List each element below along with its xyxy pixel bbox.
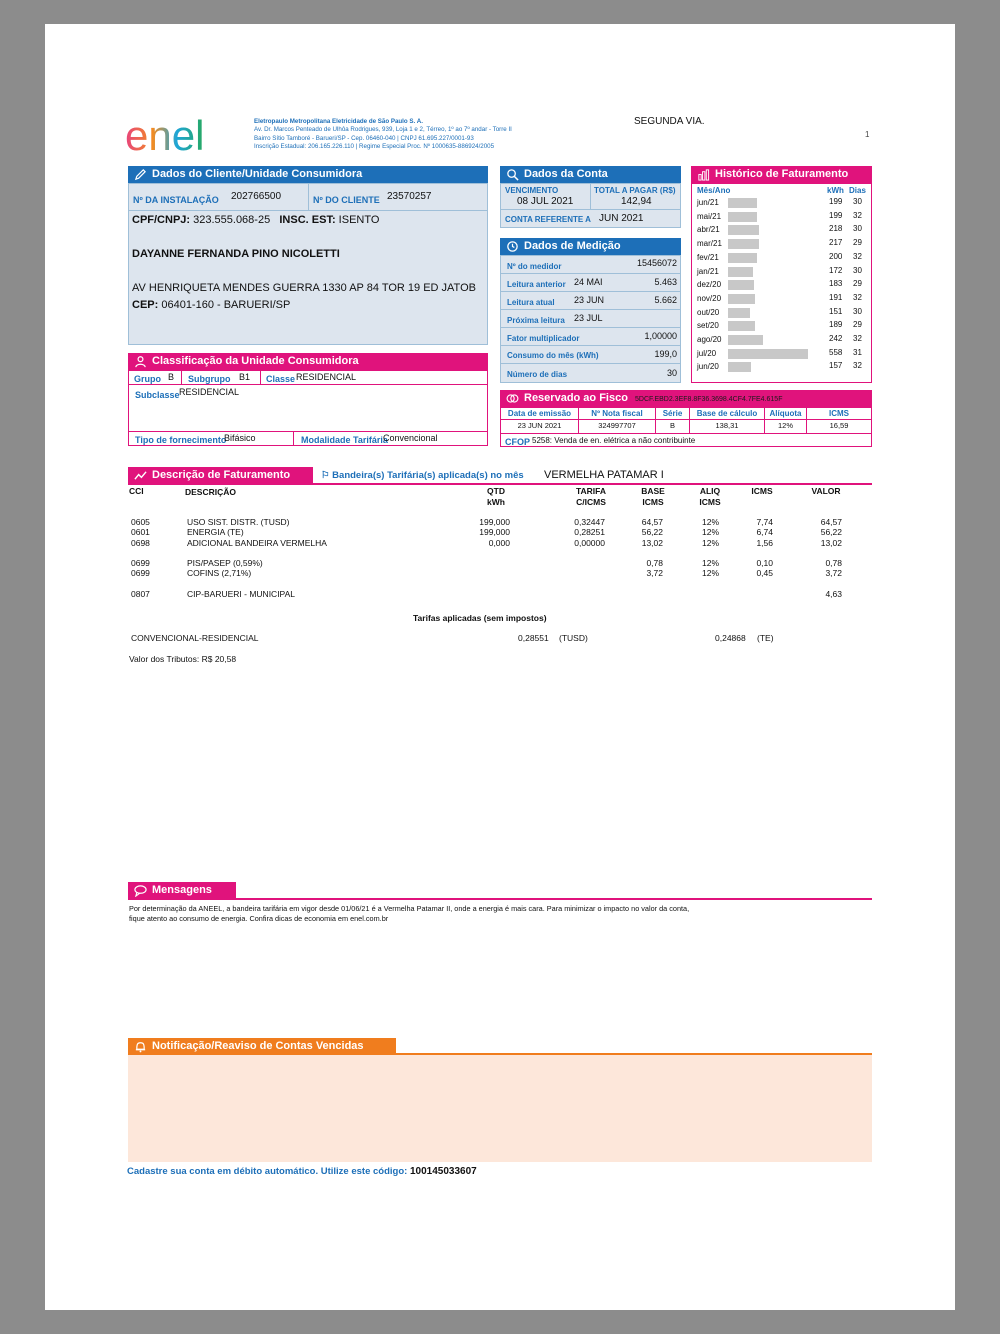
- historico-dias: 29: [853, 279, 862, 289]
- fat-cell-aliq: 12%: [701, 558, 719, 568]
- faturamento-rule: [128, 483, 872, 485]
- consumo-value: 199,0: [654, 349, 677, 359]
- historico-row: [692, 319, 871, 332]
- fat-cell-valor: 4,63: [825, 589, 842, 599]
- historico-dias: 32: [853, 361, 862, 371]
- mensagens-text: [129, 904, 689, 923]
- tusd-label: (TUSD): [559, 633, 588, 643]
- historico-mes: fev/21: [697, 252, 719, 262]
- leitura-anterior-date: 24 MAI: [574, 277, 603, 287]
- fat-cell-desc: PIS/PASEP (0,59%): [187, 558, 263, 568]
- proxima-leitura-row: [501, 310, 680, 328]
- fat-cell-base: 56,22: [641, 527, 663, 538]
- fat-cell-qtd: 199,000: [479, 527, 510, 538]
- company-line: Eletropaulo Metropolitana Eletricidade de São Paulo S. A.: [254, 118, 423, 125]
- mensagens-header-text: Mensagens: [152, 884, 212, 896]
- fat-cell-desc: COFINS (2,71%): [187, 568, 252, 579]
- historico-kwh: 242: [829, 334, 843, 343]
- divider: [260, 371, 261, 385]
- tarifas-classe: CONVENCIONAL-RESIDENCIAL: [131, 633, 259, 643]
- historico-bar: [728, 362, 751, 372]
- cliente-value: 23570257: [387, 191, 432, 202]
- debito-line: [127, 1166, 477, 1177]
- cliente-endereco: AV HENRIQUETA MENDES GUERRA 1330 AP 84 TOR 19 ED JATOB: [132, 282, 476, 294]
- chat-bubble-icon: [134, 884, 147, 897]
- historico-col-kwh: kWh: [827, 186, 844, 195]
- fisco-col-value: 324997707: [598, 421, 636, 430]
- cep-value: 06401-160 - BARUERI/SP: [161, 299, 291, 311]
- col-qtd-line2: kWh: [487, 497, 505, 507]
- mensagens-rule: [128, 898, 872, 900]
- subgrupo-label: Subgrupo: [188, 374, 231, 384]
- fisco-col-label: Alíquota: [765, 408, 806, 420]
- fat-cell-base: 0,78: [646, 558, 663, 568]
- coins-icon: [506, 392, 519, 405]
- user-icon: [134, 355, 147, 368]
- vencimento-cell: [501, 184, 591, 210]
- bandeira-label: [321, 470, 524, 481]
- col-aliq-line1: ALIQ: [699, 486, 721, 496]
- flag-icon: ⚐: [321, 470, 330, 481]
- notificacao-header-text: Notificação/Reaviso de Contas Vencidas: [152, 1040, 364, 1052]
- proxima-leitura-date: 23 JUL: [574, 313, 603, 323]
- fat-cell-qtd: 0,000: [488, 537, 510, 548]
- page-number: 1: [865, 130, 870, 139]
- te-value: 0,24868: [715, 633, 746, 643]
- classificacao-panel: [128, 370, 488, 446]
- historico-bar: [728, 321, 755, 331]
- historico-row: [692, 360, 871, 373]
- fisco-col-value: 16,59: [829, 421, 849, 430]
- cpf-line: [132, 214, 379, 226]
- subclasse-value: RESIDENCIAL: [179, 387, 240, 397]
- fisco-header: [500, 390, 872, 407]
- medidor-label: Nº do medidor: [507, 262, 562, 271]
- modalidade-label: Modalidade Tarifária: [301, 435, 388, 445]
- fat-cell-base: 13,02: [641, 537, 663, 548]
- fator-label: Fator multiplicador: [507, 334, 580, 343]
- historico-kwh: 218: [829, 224, 843, 234]
- historico-kwh: 217: [829, 238, 843, 248]
- historico-dias: 30: [853, 265, 862, 275]
- historico-mes: mai/21: [697, 211, 722, 221]
- dias-label: Número de dias: [507, 370, 568, 379]
- fat-cell-icms: 6,74: [756, 527, 773, 538]
- total-cell: [591, 184, 680, 210]
- leitura-anterior-value: 5.463: [654, 277, 677, 287]
- enel-logo: [125, 112, 225, 156]
- col-base: [632, 486, 674, 508]
- historico-kwh: 151: [829, 306, 843, 316]
- leitura-atual-label: Leitura atual: [507, 298, 555, 307]
- historico-mes: ago/20: [697, 335, 722, 344]
- company-line: Inscrição Estadual: 206.165.226.110 | Regime Especial Proc. Nº 1000635-886924/2005: [254, 142, 495, 150]
- historico-bar: [728, 239, 759, 249]
- vencimento-label: VENCIMENTO: [505, 186, 559, 195]
- historico-dias: 29: [853, 320, 862, 330]
- col-base-line1: BASE: [641, 486, 665, 496]
- historico-kwh: 199: [829, 210, 843, 220]
- historico-row: [692, 223, 871, 236]
- historico-kwh: 200: [829, 251, 843, 261]
- faturamento-header: [128, 467, 313, 484]
- fat-cell-qtd: 199,000: [479, 517, 510, 527]
- historico-bar: [728, 335, 763, 345]
- fat-cell-aliq: 12%: [701, 568, 719, 579]
- pencil-icon: [134, 168, 147, 181]
- historico-mes: nov/20: [697, 293, 722, 303]
- faturamento-header-text: Descrição de Faturamento: [152, 469, 291, 481]
- fat-cell-tarifa: 0,28251: [574, 527, 605, 538]
- historico-bar: [728, 294, 755, 304]
- clock-icon: [506, 240, 519, 253]
- fisco-column: [579, 408, 656, 433]
- cliente-panel: [128, 183, 488, 345]
- grupo-value: B: [168, 372, 175, 382]
- fat-cell-desc: USO SIST. DISTR. (TUSD): [187, 517, 290, 527]
- bandeira-value: VERMELHA PATAMAR I: [544, 469, 664, 481]
- fat-cell-cci: 0605: [131, 517, 150, 527]
- te-label: (TE): [757, 633, 774, 643]
- historico-mes: out/20: [697, 307, 720, 317]
- historico-panel: [691, 183, 872, 383]
- historico-col-mes: Mês/Ano: [697, 186, 731, 195]
- historico-dias: 30: [853, 224, 862, 234]
- consumo-row: [501, 346, 680, 364]
- insc-value: ISENTO: [338, 214, 380, 226]
- col-qtd-line1: QTD: [487, 486, 505, 496]
- cliente-cell: [309, 184, 487, 211]
- fisco-col-label: Data de emissão: [501, 408, 578, 420]
- dias-value: 30: [666, 368, 677, 378]
- historico-col-dias: Dias: [849, 186, 866, 195]
- fat-cell-cci: 0601: [131, 527, 150, 538]
- historico-kwh: 172: [829, 265, 843, 275]
- referente-label: CONTA REFERENTE A: [505, 215, 591, 224]
- historico-row: [692, 265, 871, 278]
- historico-row: [692, 237, 871, 250]
- historico-kwh: 191: [829, 292, 843, 302]
- historico-dias: 30: [853, 197, 862, 206]
- cliente-label: Nº DO CLIENTE: [313, 195, 380, 205]
- total-value: 142,94: [621, 196, 652, 207]
- historico-bar: [728, 253, 757, 263]
- vencimento-value: 08 JUL 2021: [517, 196, 574, 207]
- col-aliq-line2: ICMS: [699, 497, 721, 507]
- cfop-label: CFOP: [505, 437, 531, 447]
- total-label: TOTAL A PAGAR (R$): [594, 186, 676, 195]
- fat-cell-tarifa: 0,32447: [574, 517, 605, 527]
- fisco-col-label: Série: [656, 408, 689, 420]
- fator-value: 1,00000: [644, 331, 677, 341]
- debito-codigo: 100145033607: [409, 1166, 477, 1177]
- historico-kwh: 157: [829, 361, 843, 371]
- historico-bar: [728, 225, 759, 235]
- col-valor: VALOR: [811, 486, 841, 496]
- medidor-value: 15456072: [636, 258, 677, 268]
- fat-cell-valor: 64,57: [820, 517, 842, 527]
- fat-cell-icms: 0,45: [756, 568, 773, 579]
- historico-bar: [728, 198, 757, 208]
- dias-row: [501, 364, 680, 382]
- fisco-column: [690, 408, 765, 433]
- fat-cell-valor: 0,78: [825, 558, 842, 568]
- fisco-col-label: Nº Nota fiscal: [579, 408, 655, 420]
- historico-kwh: 183: [829, 279, 843, 289]
- fisco-header-text: Reservado ao Fisco: [524, 392, 628, 404]
- historico-row: [692, 292, 871, 305]
- instalacao-value: 202766500: [231, 191, 282, 202]
- fat-cell-valor: 3,72: [825, 568, 842, 579]
- historico-row: [692, 278, 871, 291]
- cliente-nome: DAYANNE FERNANDA PINO NICOLETTI: [132, 248, 340, 260]
- historico-row: [692, 251, 871, 264]
- fat-cell-base: 3,72: [646, 568, 663, 579]
- fat-cell-cci: 0807: [131, 589, 150, 599]
- fisco-col-value: 23 JUN 2021: [517, 421, 562, 430]
- fat-cell-cci: 0699: [131, 558, 150, 568]
- medidor-row: [501, 256, 680, 274]
- fisco-column: [765, 408, 807, 433]
- instalacao-cell: [129, 184, 309, 211]
- instalacao-label: Nº DA INSTALAÇÃO: [133, 195, 219, 205]
- historico-mes: jun/21: [697, 198, 719, 207]
- classe-label: Classe: [266, 374, 296, 384]
- cliente-header-text: Dados do Cliente/Unidade Consumidora: [152, 168, 363, 180]
- classificacao-header: [128, 353, 488, 370]
- historico-mes: dez/20: [697, 280, 722, 290]
- classificacao-header-text: Classificação da Unidade Consumidora: [152, 355, 359, 367]
- fat-cell-icms: 0,10: [756, 558, 773, 568]
- fornecimento-label: Tipo de fornecimento: [135, 435, 227, 445]
- historico-row: [692, 306, 871, 319]
- grupo-row: [129, 371, 487, 385]
- valor-tributos: Valor dos Tributos: R$ 20,58: [129, 654, 237, 664]
- col-tarifa-line2: C/ICMS: [576, 497, 606, 507]
- historico-dias: 30: [853, 306, 862, 316]
- historico-kwh: 558: [829, 347, 843, 357]
- cliente-header: [128, 166, 488, 183]
- notificacao-panel: [128, 1055, 872, 1162]
- bell-icon: [134, 1040, 147, 1053]
- fornecimento-row: [129, 431, 487, 445]
- company-line: Av. Dr. Marcos Penteado de Ulhôa Rodrigues, 939, Loja 1 e 2, Térreo, 1º ao 7º andar - Torre II: [254, 126, 512, 134]
- historico-row: [692, 347, 871, 360]
- historico-row: [692, 210, 871, 223]
- modalidade-value: Convencional: [383, 433, 438, 443]
- mensagens-line: Por determinação da ANEEL, a bandeira tarifária em vigor desde 01/06/21 é a Vermelha Patamar II, onde a energia é mais cara. Para minimizar o impacto no valor da conta,: [129, 904, 690, 913]
- col-qtd: [471, 486, 521, 508]
- col-tarifa-line1: TARIFA: [575, 486, 607, 496]
- cep-label: CEP:: [132, 299, 159, 311]
- cpf-label: CPF/CNPJ:: [132, 214, 191, 226]
- tusd-value: 0,28551: [518, 633, 549, 643]
- historico-dias: 31: [853, 347, 862, 357]
- fat-cell-desc: ENERGIA (TE): [187, 527, 244, 538]
- historico-dias: 32: [853, 210, 862, 220]
- referente-value: JUN 2021: [599, 213, 644, 224]
- historico-mes: abr/21: [697, 225, 720, 235]
- col-tarifa: [564, 486, 618, 508]
- historico-bar: [728, 267, 753, 277]
- segunda-via-label: SEGUNDA VIA.: [634, 116, 705, 127]
- fat-cell-icms: 1,56: [756, 537, 773, 548]
- cliente-cep: [132, 299, 290, 311]
- col-icms: ICMS: [751, 486, 773, 496]
- historico-bar: [728, 349, 808, 359]
- proxima-leitura-label: Próxima leitura: [507, 316, 565, 325]
- leitura-atual-value: 5.662: [654, 295, 677, 305]
- historico-bar: [728, 308, 750, 318]
- search-icon: [506, 168, 519, 181]
- conta-panel: [500, 183, 681, 228]
- subgrupo-value: B1: [239, 372, 251, 382]
- historico-mes: jul/20: [697, 348, 717, 358]
- historico-mes: jan/21: [697, 266, 719, 276]
- conta-header: [500, 166, 681, 183]
- fat-cell-tarifa: 0,00000: [574, 537, 605, 548]
- historico-kwh: 199: [829, 197, 843, 206]
- medicao-header: [500, 238, 681, 255]
- enel-logo-icon: [125, 112, 225, 156]
- divider: [181, 371, 182, 385]
- col-descricao: DESCRIÇÃO: [185, 487, 237, 497]
- fat-cell-cci: 0699: [131, 568, 150, 579]
- col-cci: CCI: [129, 486, 144, 496]
- historico-bar: [728, 212, 757, 222]
- historico-dias: 29: [853, 238, 862, 248]
- historico-mes: set/20: [697, 321, 719, 331]
- fat-cell-aliq: 12%: [701, 537, 719, 548]
- fat-cell-cci: 0698: [131, 537, 150, 548]
- conta-header-text: Dados da Conta: [524, 168, 608, 180]
- fisco-panel: [500, 407, 872, 447]
- mensagens-header: [128, 882, 236, 899]
- cfop-value: 5258: Venda de en. elétrica a não contribuinte: [532, 436, 696, 445]
- fisco-column: [807, 408, 871, 433]
- leitura-atual-row: [501, 292, 680, 310]
- medicao-header-text: Dados de Medição: [524, 240, 621, 252]
- fat-cell-aliq: 12%: [701, 527, 719, 538]
- fat-cell-icms: 7,74: [756, 517, 773, 527]
- fat-cell-base: 64,57: [641, 517, 663, 527]
- fisco-column: [656, 408, 690, 433]
- fornecimento-value: Bifásico: [224, 433, 256, 443]
- fat-cell-desc: ADICIONAL BANDEIRA VERMELHA: [187, 537, 327, 548]
- tarifas-title: Tarifas aplicadas (sem impostos): [413, 613, 547, 623]
- historico-dias: 32: [853, 292, 862, 302]
- leitura-anterior-label: Leitura anterior: [507, 280, 566, 289]
- invoice-page: [45, 24, 955, 1310]
- fisco-column: [501, 408, 579, 433]
- cpf-value: 323.555.068-25: [193, 214, 271, 226]
- svg-text:enel: enel: [125, 112, 205, 156]
- grupo-label: Grupo: [134, 374, 161, 384]
- historico-mes: jun/20: [697, 362, 719, 372]
- bar-chart-icon: [697, 168, 710, 181]
- fator-row: [501, 328, 680, 346]
- fat-cell-valor: 56,22: [820, 527, 842, 538]
- consumo-label: Consumo do mês (kWh): [507, 351, 599, 360]
- fisco-col-value: 138,31: [715, 421, 739, 430]
- mensagens-line: fique atento ao consumo de energia. Confira dicas de economia em enel.com.br: [129, 913, 389, 923]
- historico-mes: mar/21: [697, 239, 722, 249]
- fat-cell-valor: 13,02: [820, 537, 842, 548]
- insc-label: INSC. EST:: [279, 214, 336, 226]
- subclasse-label: Subclasse: [135, 390, 180, 400]
- fisco-col-label: Base de cálculo: [690, 408, 764, 420]
- trend-icon: [134, 469, 147, 482]
- fisco-col-label: ICMS: [807, 408, 871, 420]
- medicao-panel: [500, 255, 681, 383]
- historico-dias: 32: [853, 251, 862, 261]
- historico-header: [691, 166, 872, 183]
- historico-row: [692, 196, 871, 209]
- leitura-atual-date: 23 JUN: [574, 295, 605, 305]
- fat-cell-desc: CIP-BARUERI - MUNICIPAL: [187, 589, 295, 599]
- historico-kwh: 189: [829, 320, 843, 330]
- historico-bar: [728, 280, 754, 290]
- col-base-line2: ICMS: [642, 497, 664, 507]
- bandeira-label-text: Bandeira(s) Tarifária(s) aplicada(s) no mês: [332, 470, 524, 481]
- divider: [293, 432, 294, 446]
- company-info: [254, 118, 512, 151]
- leitura-anterior-row: [501, 274, 680, 292]
- cfop-row: [501, 433, 871, 447]
- historico-row: [692, 333, 871, 346]
- classe-value: RESIDENCIAL: [296, 372, 357, 382]
- fisco-col-value: B: [669, 421, 675, 430]
- col-aliq: [689, 486, 731, 508]
- fisco-codigo: 5DCF.EBD2.3EF8.8F36.3698.4CF4.7FE4.615F: [635, 396, 783, 403]
- historico-dias: 32: [853, 334, 862, 343]
- fat-cell-aliq: 12%: [701, 517, 719, 527]
- company-line: Bairro Sítio Tamboré - Barueri/SP - Cep. 06460-040 | CNPJ 61.695.227/0001-93: [254, 134, 474, 142]
- fisco-col-value: 12%: [777, 421, 793, 430]
- debito-label: Cadastre sua conta em débito automático. Utilize este código:: [127, 1166, 408, 1177]
- historico-header-text: Histórico de Faturamento: [715, 168, 849, 180]
